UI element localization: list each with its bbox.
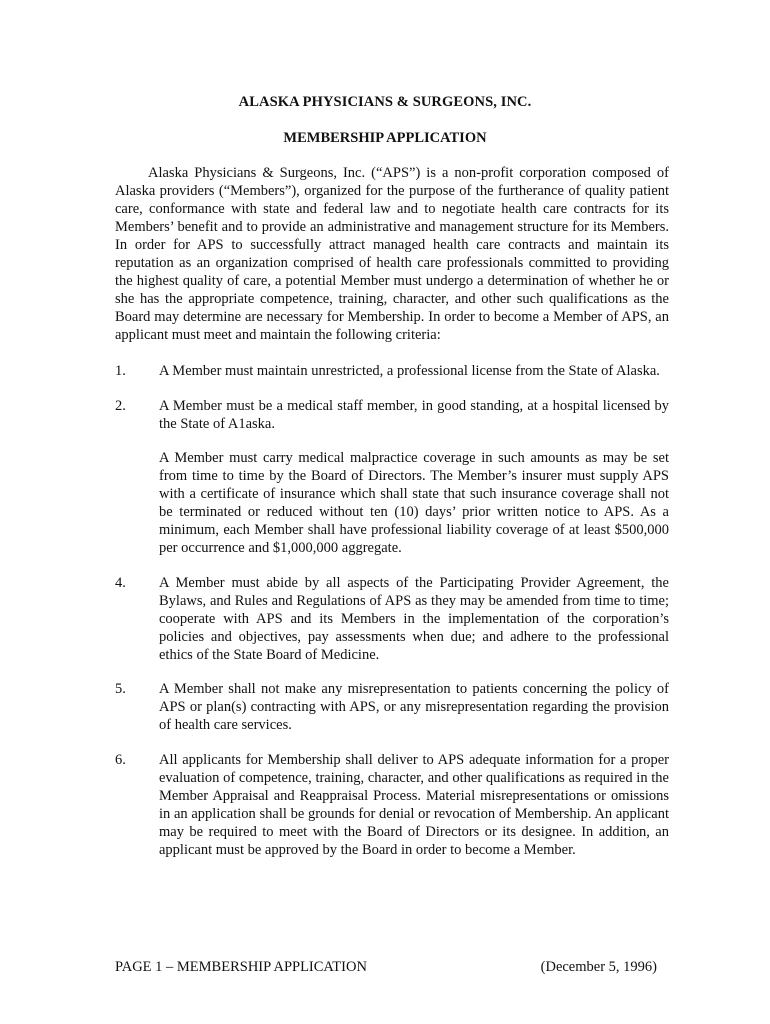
criterion-1 — [115, 362, 669, 380]
organization-name: ALASKA PHYSICIANS & SURGEONS, INC. — [238, 94, 532, 110]
criterion-6 — [115, 751, 669, 859]
criterion-4 — [115, 574, 669, 664]
criterion-5 — [115, 680, 669, 734]
criterion-text: A Member must maintain unrestricted, a professional license from the State of Alaska. — [159, 363, 660, 379]
criterion-number: 1. — [115, 363, 126, 379]
criterion-text: A Member must be a medical staff member, in good standing, at a hospital licensed by the State of A1aska. — [159, 397, 669, 432]
criteria-list — [115, 362, 669, 875]
criterion-number: 5. — [115, 681, 126, 697]
footer-date: (December 5, 1996) — [540, 959, 657, 975]
criterion-number: 6. — [115, 751, 126, 768]
criterion-text: All applicants for Membership shall deliver to APS adequate information for a proper evaluation of competence, training, character, and other qualifications as required in the Member Appraisal and Reappraisal Process. Material misrepresentations or omissions in an application shall be grounds for denial or revocation of Membership. An applicant may be required to meet with the Board of Directors or its designee. In addition, an applicant must be approved by the Board in order to become a Member. — [159, 751, 669, 858]
document-title: MEMBERSHIP APPLICATION — [283, 130, 487, 146]
intro-paragraph: Alaska Physicians & Surgeons, Inc. (“APS”) is a non-profit corporation composed of Alaska providers (“Members”), organized for the purpose of the furtherance of quality patient care, conformance with state and federal law and to negotiate health care contracts for its Members’ benefit and to provide an administrative and management structure for its Members. In order for APS to successfully attract managed health care contracts and maintain its reputation as an organization comprised of health care professionals committed to providing the highest quality of care, a potential Member must undergo a determination of whether he or she has the appropriate competence, training, character, and other such qualifications as the Board may determine are necessary for Membership. In order to become a Member of APS, an applicant must meet and maintain the following criteria: — [115, 165, 669, 343]
footer-page-label: PAGE 1 – MEMBERSHIP APPLICATION — [115, 959, 367, 975]
criterion-text: A Member must abide by all aspects of the Participating Provider Agreement, the Bylaws, and Rules and Regulations of APS as they may be amended from time to time; cooperate with APS and its Members in the implementation of the corporation’s policies and objectives, pay assessments when due; and adhere to the professional ethics of the State Board of Medicine. — [159, 574, 669, 663]
criterion-number: 4. — [115, 574, 126, 591]
criterion-text: A Member must carry medical malpractice coverage in such amounts as may be set from time to time by the Board of Directors. The Member’s insurer must supply APS with a certificate of insurance which shall state that such insurance coverage shall not be terminated or reduced without ten (10) days’ prior written notice to APS. As a minimum, each Member shall have professional liability coverage of at least $500,000 per occurrence and $1,000,000 aggregate. — [159, 450, 669, 556]
criterion-number: 2. — [115, 397, 126, 414]
criterion-text: A Member shall not make any misrepresentation to patients concerning the policy of APS or plan(s) contracting with APS, or any misrepresentation regarding the provision of health care services. — [159, 681, 669, 733]
criterion-3 — [115, 449, 669, 557]
criterion-2 — [115, 397, 669, 433]
